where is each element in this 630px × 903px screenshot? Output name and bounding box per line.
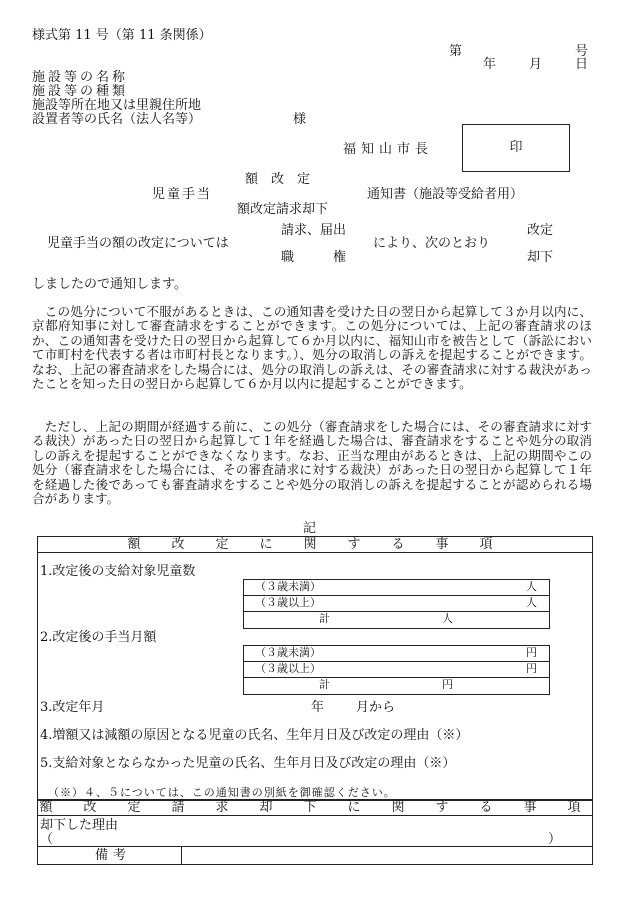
- date-month: 月: [529, 57, 543, 72]
- seal-mark: 印: [509, 140, 523, 155]
- amount-total-label: 計: [319, 678, 330, 691]
- date-year: 年: [483, 57, 497, 72]
- children-under3-unit: 人: [526, 580, 537, 593]
- notice-mid-top: 請求、届出: [281, 223, 347, 238]
- remarks-column-divider: [181, 846, 182, 864]
- notice-right-bottom: 却下: [527, 250, 554, 265]
- item2-label: 2.改定後の手当月額: [40, 630, 157, 645]
- children-over3-label: （３歳以上）: [255, 596, 321, 609]
- remarks-label: 備考: [95, 848, 132, 863]
- title-left: 児童手当: [152, 187, 213, 202]
- ki-mark: 記: [303, 521, 317, 536]
- number-go: 号: [575, 44, 589, 59]
- note-text: （※）４、５については、この通知書の別紙を御確認ください。: [48, 786, 396, 799]
- item5-label: 5.支給対象とならなかった児童の氏名、生年月日及び改定の理由（※）: [40, 756, 456, 771]
- seal-box: [462, 124, 570, 172]
- mayor-title: 福知山市長: [343, 142, 434, 157]
- reason-open-paren: （: [40, 832, 54, 847]
- facility-name-label: 施設等の名称: [32, 70, 129, 85]
- children-under3-row: [243, 579, 549, 595]
- notice-prefix: 児童手当の額の改定については: [47, 236, 229, 251]
- amount-total-row: [243, 677, 549, 693]
- children-over3-row: [243, 595, 549, 611]
- amount-over3-row: [243, 661, 549, 677]
- honorific: 様: [293, 112, 307, 127]
- notice-connector: により、次のとおり: [373, 236, 491, 251]
- number-dai: 第: [449, 44, 463, 59]
- children-under3-label: （３歳未満）: [255, 580, 321, 593]
- appeal-paragraph-1: この処分について不服があるときは、この通知書を受けた日の翌日から起算して３か月以内に、京都府知事に対して審査請求をすることができます。この処分については、上記の審査請求のほか、この通知書を受けた日の翌日から起算して６か月以内に、福知山市を被告として（訴訟において市町村を代表する者は市町村長となります。）、処分の取消しの訴えを提起することができます。なお、上記の審査請求をした場合には、処分の取消しの訴えは、その審査請求に対する裁決があったことを知った日の翌日から起算して６か月以内に提起することができます。: [32, 304, 592, 392]
- item3-month-from: 月から: [356, 700, 396, 715]
- notice-right-top: 改定: [527, 223, 554, 238]
- amount-under3-unit: 円: [526, 646, 537, 659]
- section1-heading-divider: [37, 552, 592, 553]
- appeal-paragraph-2: ただし、上記の期間が経過する前に、この処分（審査請求をした場合には、その審査請求に対する裁決）があった日の翌日から起算して１年を経過した場合は、審査請求をすることや処分の取消しの訴えを提起することができなくなります。なお、正当な理由があるときは、上記の期間やこの処分（審査請求をした場合には、その審査請求に対する裁決）があった日の翌日から起算して１年を経過した後であっても審査請求をすることや処分の取消しの訴えを提起することが認められる場合があります。: [32, 419, 592, 507]
- amount-under3-label: （３歳未満）: [255, 646, 321, 659]
- children-over3-unit: 人: [526, 596, 537, 609]
- notice-closing: しましたので通知します。: [32, 277, 187, 292]
- section2-heading: 額 改 定 請 求 却 下 に 関 す る 事 項: [39, 800, 590, 815]
- founder-name-label: 設置者等の氏名（法人名等）: [32, 112, 202, 127]
- amount-under3-row: [243, 645, 549, 661]
- facility-address-label: 施設等所在地又は里親住所地: [32, 98, 202, 113]
- title-bottom: 額改定請求却下: [237, 202, 329, 217]
- section2-heading-divider: [37, 815, 592, 816]
- section1-heading: 額 改 定 に 関 す る 事 項: [127, 537, 502, 552]
- item4-label: 4.増額又は減額の原因となる児童の氏名、生年月日及び改定の理由（※）: [40, 728, 469, 743]
- amount-total-unit: 円: [442, 678, 453, 691]
- children-total-label: 計: [319, 612, 330, 625]
- facility-type-label: 施設等の種類: [32, 84, 129, 99]
- title-top: 額 改 定: [245, 172, 311, 187]
- item3-label: 3.改定年月: [40, 700, 105, 715]
- date-day: 日: [575, 57, 589, 72]
- children-total-unit: 人: [442, 612, 453, 625]
- reason-label: 却下した理由: [40, 818, 119, 833]
- amount-over3-label: （３歳以上）: [255, 662, 321, 675]
- children-total-row: [243, 611, 549, 627]
- item1-label: 1.改定後の支給対象児童数: [40, 564, 196, 579]
- amount-over3-unit: 円: [526, 662, 537, 675]
- notice-mid-bottom: 職 権: [281, 250, 347, 265]
- remarks-divider: [37, 846, 592, 847]
- form-number: 様式第 11 号（第 11 条関係）: [32, 28, 212, 43]
- reason-close-paren: ）: [548, 832, 562, 847]
- item3-year: 年: [311, 700, 325, 715]
- title-right: 通知書（施設等受給者用）: [367, 187, 524, 202]
